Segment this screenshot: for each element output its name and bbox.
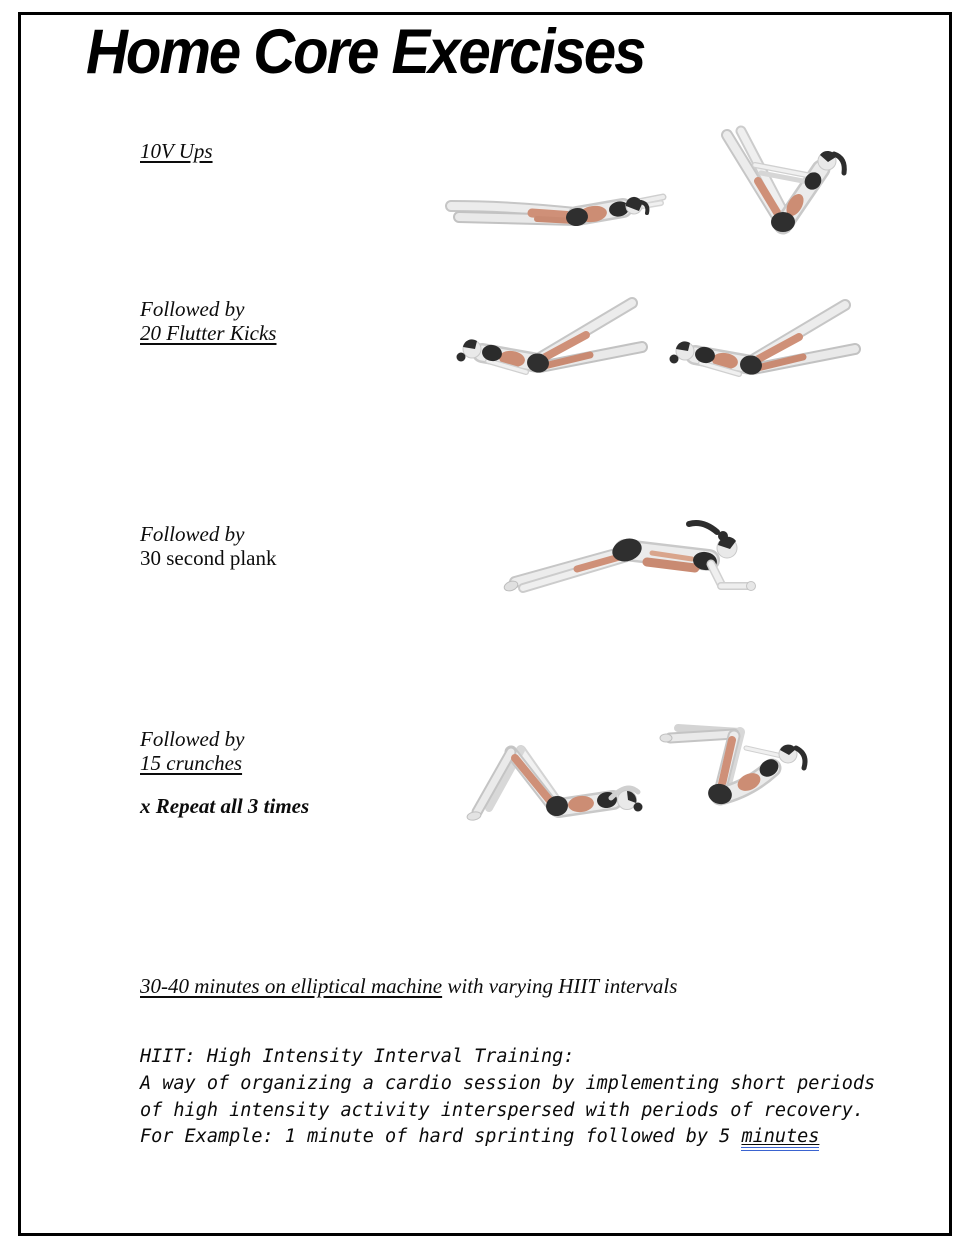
v-up-lying-figure-illustration (437, 176, 665, 242)
flutter-kicks-text: 20 Flutter Kicks (140, 321, 277, 345)
cardio-rest-text: with varying HIIT intervals (442, 974, 678, 998)
exercise-label-flutter-kicks (140, 297, 276, 345)
hiit-line-2: A way of organizing a cardio session by implementing short periods (140, 1072, 876, 1094)
flutter-kick-figure-2-illustration (659, 287, 865, 401)
hiit-note (140, 1044, 875, 1151)
hiit-line-4 (140, 1124, 875, 1151)
crunches-text: 15 crunches (140, 751, 243, 775)
cardio-line (140, 974, 677, 998)
plank-text: 30 second plank (140, 546, 277, 570)
crunches-prefix-text: Followed by (140, 727, 245, 751)
exercise-label-v-ups (140, 139, 213, 163)
hiit-line-1: HIIT: High Intensity Interval Training: (140, 1046, 575, 1067)
grammar-marked-word[interactable]: minutes (741, 1126, 819, 1151)
repeat-note: x Repeat all 3 times (140, 794, 310, 818)
exercise-label-plank (140, 522, 276, 570)
plank-prefix-text: Followed by (140, 522, 245, 546)
crunch-up-figure-illustration (654, 704, 844, 830)
flutter-prefix-text: Followed by (140, 297, 245, 321)
plank-figure-illustration (477, 498, 765, 602)
hiit-example-prefix: For Example: 1 minute of hard sprinting followed by 5 (140, 1126, 742, 1148)
crunch-lying-figure-illustration (441, 712, 653, 830)
exercise-label-crunches (140, 727, 244, 775)
hiit-line-3: of high intensity activity interspersed with periods of recovery. (140, 1099, 864, 1121)
flutter-kick-figure-1-illustration (446, 287, 652, 401)
v-up-top-figure-illustration (703, 121, 862, 246)
cardio-underlined-text: 30-40 minutes on elliptical machine (140, 974, 443, 998)
v-ups-text: 10V Ups (140, 139, 213, 163)
page-title: Home Core Exercises (86, 17, 645, 88)
